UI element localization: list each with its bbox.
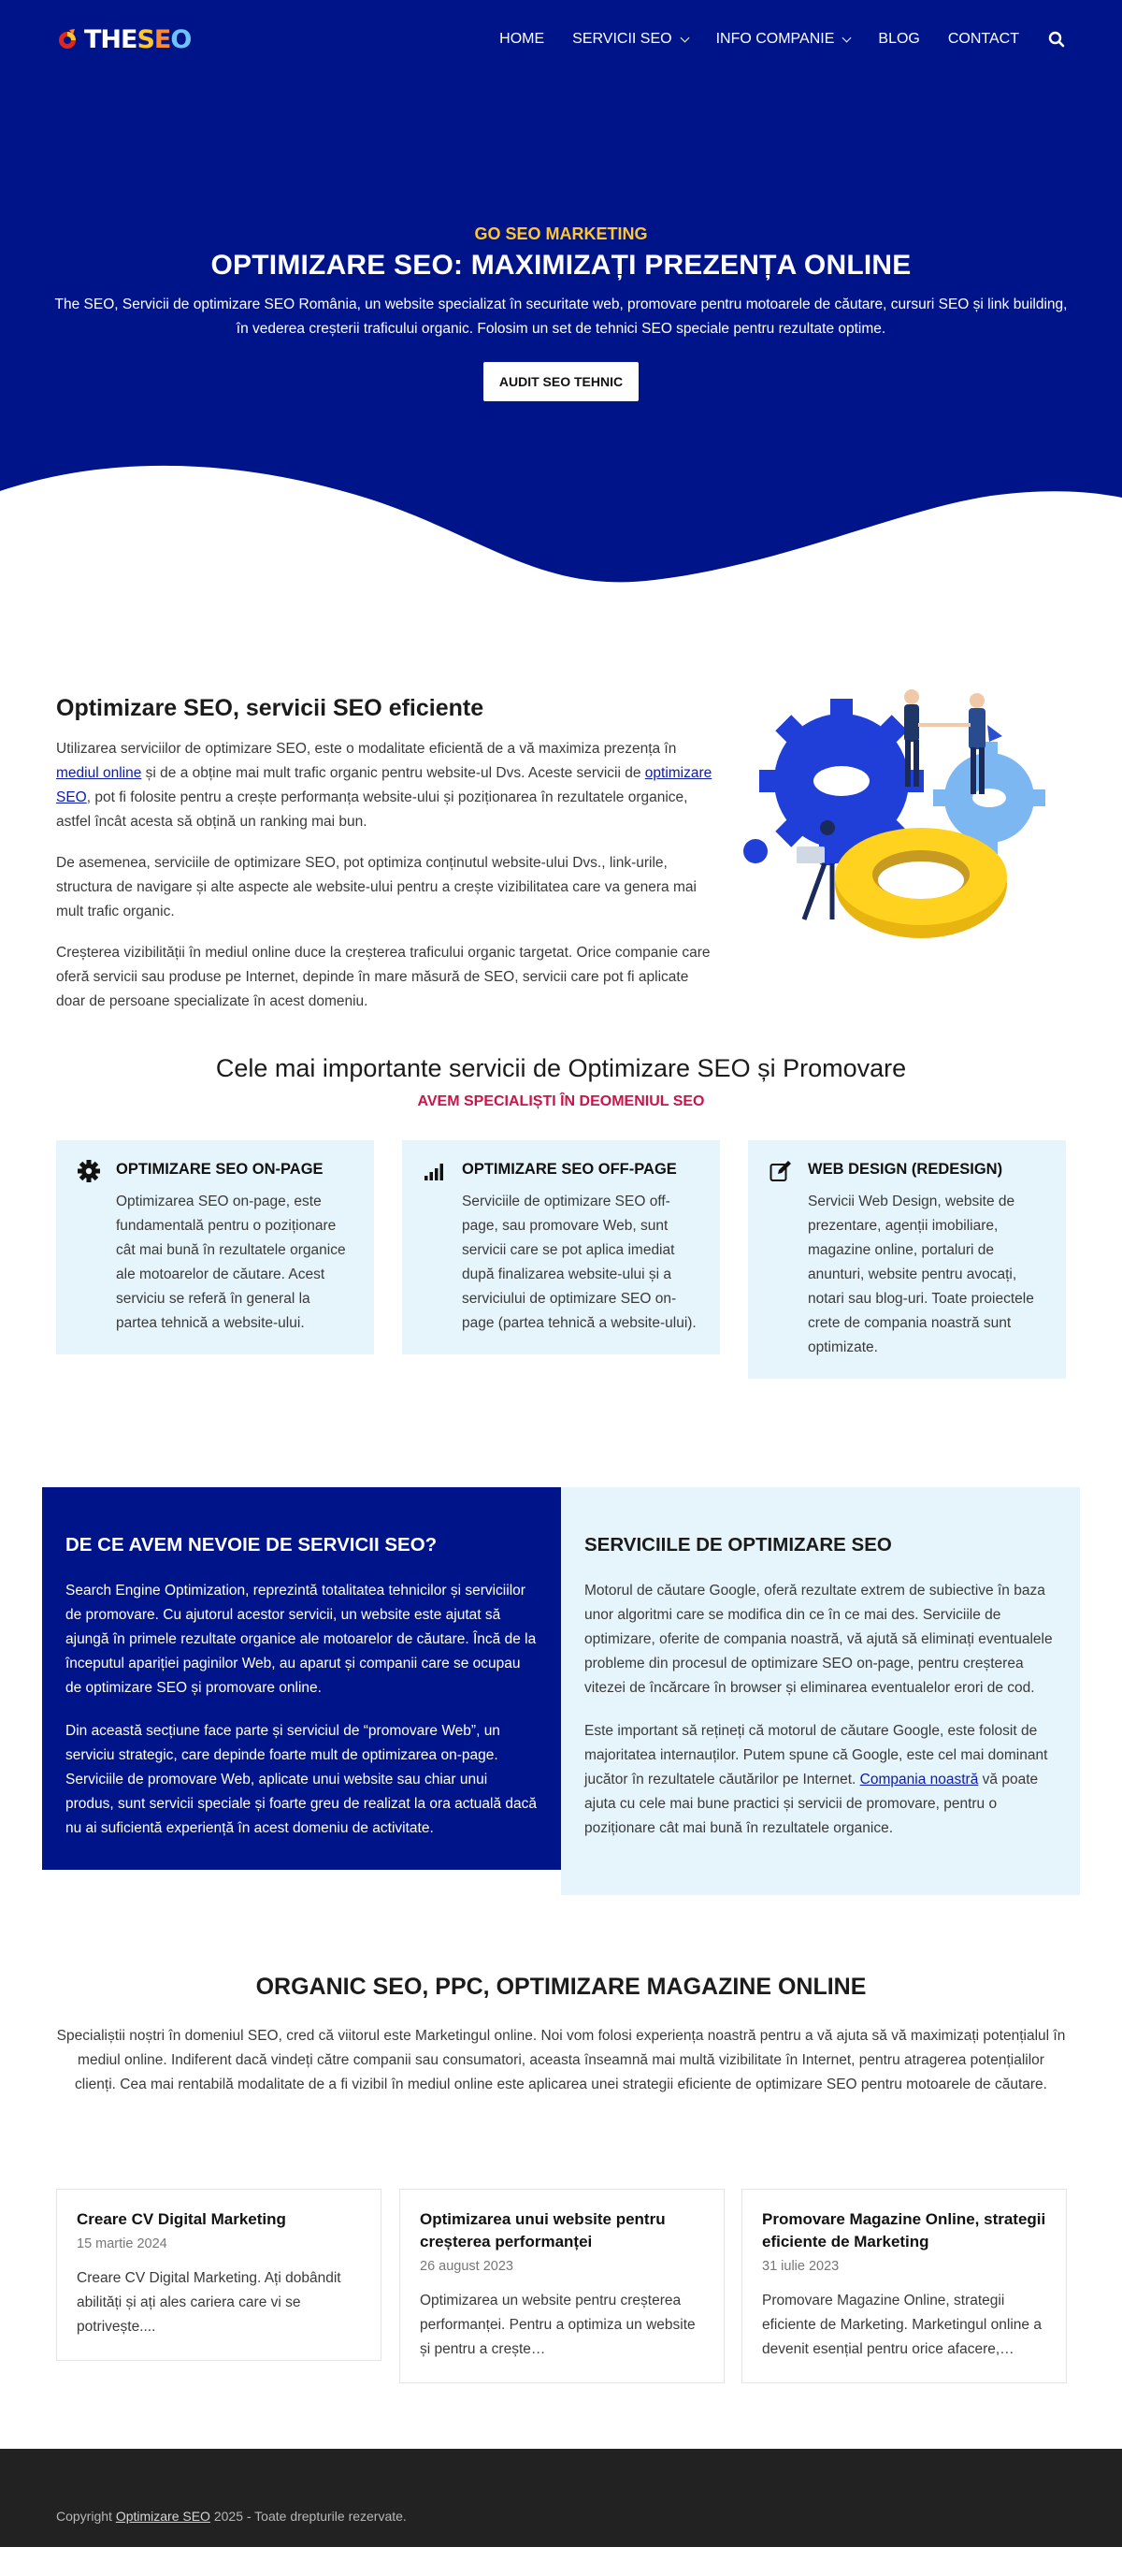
- signal-bars-icon: [423, 1159, 447, 1183]
- post-title[interactable]: Creare CV Digital Marketing: [77, 2210, 286, 2228]
- split-section: [0, 1487, 1122, 1927]
- intro-section: [0, 613, 1122, 1043]
- mediul-online-link[interactable]: mediul online: [56, 765, 142, 781]
- hero-section: [0, 0, 1122, 613]
- seo-services-panel: [561, 1487, 1080, 1895]
- intro-paragraph-2: De asemenea, serviciile de optimizare SEO, pot optimiza conținutul website-ului Dvs., link-urile, structura de navigare și alte aspecte ale website-ului pentru a crește vizibilitatea care va genera mai mult trafic organic.: [56, 855, 697, 919]
- hero-text: The SEO, Servicii de optimizare SEO România, un website specializat în securitate web, promovare pentru motoarele de căutare, cursuri SEO și link building, în vederea creșterii traficului organic. Folosim un set de tehnici SEO speciale pentru rezultate optime.: [54, 297, 1068, 337]
- service-card-text: Serviciile de optimizare SEO off-page, sau promovare Web, sunt servicii care se pot aplica imediat după finalizarea website-ului și a serviciului de optimizare SEO on-page (partea tehnică a website-ului).: [462, 1194, 697, 1331]
- post-excerpt: Optimizarea un website pentru creșterea performanței. Pentru a optimiza un website și pentru a crește…: [420, 2293, 696, 2357]
- post-title[interactable]: Promovare Magazine Online, strategii eficiente de Marketing: [762, 2210, 1046, 2250]
- site-footer: [0, 2449, 1122, 2547]
- service-card: [402, 1140, 720, 1354]
- copyright-text: Copyright Optimizare SEO 2025 - Toate drepturile rezervate.: [56, 2509, 407, 2524]
- site-header: [0, 0, 1122, 79]
- seo-services-paragraph-2: Este important să rețineți că motorul de căutare Google, este folosit de majoritatea internauților. Putem spune că Google, este cel mai dominant jucător în rezultatele căutărilor pe Internet. Compania noastră vă poate ajuta cu cele mai bune practici și servicii de promovare, pentru o poziționare cât mai bună în rezultatele organice.: [584, 1723, 1048, 1836]
- services-subtitle: AVEM SPECIALIȘTI ÎN DEOMENIUL SEO: [417, 1093, 705, 1109]
- footer-optimizare-seo-link[interactable]: Optimizare SEO: [115, 2509, 210, 2524]
- organic-text: Specialiștii noștri în domeniul SEO, cred că viitorul este Marketingul online. Noi vom folosi experiența noastră pentru a vă ajuta să vă maximizați potențialul în mediul online. Indiferent dacă vindeți către companii sau consumatori, aceasta înseamnă mai multă vizibilitate în Internet, pentru atragerea potențialilor clienți. Cea mai rentabilă modalitate de a fi vizibil în mediul online este aplicarea unei strategii eficiente de optimizare SEO pentru motoarele de căutare.: [56, 2028, 1066, 2092]
- seo-services-paragraph-1: Motorul de căutare Google, oferă rezultate extrem de subiective în baza unor algoritmi care se modifica din ce în ce mai des. Serviciile de optimizare, oferite de compania noastră, vă ajută să eliminați eventualele probleme din procesul de optimizare SEO on-page, pentru creșterea vitezei de încărcare în browser și eliminarea eventualelor erori de cod.: [584, 1583, 1053, 1696]
- hero-title: OPTIMIZARE SEO: MAXIMIZAȚI PREZENȚA ONLINE: [210, 250, 912, 281]
- why-seo-panel: [42, 1487, 561, 1870]
- main-menu: [499, 30, 1066, 49]
- intro-paragraph-1: Utilizarea serviciilor de optimizare SEO, este o modalitate eficientă de a vă maximiza prezența în mediul online și de a obține mai mult trafic organic pentru website-ul Dvs. Aceste servicii de optimizare SEO, pot fi folosite pentru a crește performanța website-ului și poziționarea în rezultatele organice, astfel încât acesta să obțină un ranking mai bun.: [56, 741, 712, 830]
- organic-title: ORGANIC SEO, PPC, OPTIMIZARE MAGAZINE ONLINE: [255, 1974, 867, 2000]
- edit-icon: [769, 1159, 793, 1183]
- hero-wave-divider: [0, 463, 1122, 613]
- search-icon[interactable]: [1047, 30, 1066, 49]
- seo-gears-illustration: [739, 687, 1066, 959]
- post-excerpt: Creare CV Digital Marketing. Ați dobândit abilități și ați ales cariera care vi se potrivește....: [77, 2270, 341, 2335]
- service-card-title: WEB DESIGN (REDESIGN): [808, 1161, 1003, 1178]
- menu-item-home[interactable]: HOME: [499, 31, 545, 47]
- hero-content: [0, 224, 1122, 401]
- service-card-title: OPTIMIZARE SEO OFF-PAGE: [462, 1161, 677, 1178]
- post-date: 15 martie 2024: [77, 2236, 167, 2251]
- service-card-text: Servicii Web Design, website de prezentare, agenții imobiliare, magazine online, portaluri de anunturi, website pentru avocați, notari sau blog-uri. Toate proiectele crete de compania noastră sunt optimizate.: [808, 1194, 1034, 1355]
- site-logo[interactable]: [56, 25, 191, 54]
- why-seo-title: DE CE AVEM NEVOIE DE SERVICII SEO?: [65, 1534, 438, 1556]
- post-date: 26 august 2023: [420, 2259, 513, 2274]
- intro-text: [56, 695, 716, 1031]
- service-card: [748, 1140, 1066, 1379]
- service-card-text: Optimizarea SEO on-page, este fundamentală pentru o poziționare cât mai bună în rezultatele organice ale motoarelor de căutare. Acest serviciu se referă în general la partea tehnică a website-ului.: [116, 1194, 346, 1331]
- service-card-title: OPTIMIZARE SEO ON-PAGE: [116, 1161, 324, 1178]
- intro-paragraph-3: Creșterea vizibilității în mediul online duce la creșterea traficului organic targetat. Orice companie care oferă servicii sau produse pe Internet, depinde în mare măsură de SEO, servicii care pot fi aplicate doar de persoane specializate în acest domeniu.: [56, 945, 711, 1009]
- menu-item-contact[interactable]: CONTACT: [947, 31, 1019, 47]
- hero-kicker: GO SEO MARKETING: [474, 224, 648, 243]
- service-card: [56, 1140, 374, 1354]
- compania-noastra-link[interactable]: Compania noastră: [859, 1772, 979, 1787]
- why-seo-paragraph-2: Din această secțiune face parte și serviciul de “promovare Web”, un serviciu strategic, care depinde foarte mult de optimizarea on-page. Serviciile de promovare Web, aplicate unui website sau chiar unui produs, sunt servicii speciale și foarte greu de realizat la ora actuală dacă nu ai suficientă experiență în acest domeniu de activitate.: [65, 1723, 538, 1836]
- audit-seo-button[interactable]: AUDIT SEO TEHNIC: [483, 362, 639, 401]
- gear-icon: [77, 1159, 101, 1183]
- blog-posts-section: [0, 2189, 1122, 2449]
- post-card: [399, 2189, 725, 2383]
- seo-services-title: SERVICIILE DE OPTIMIZARE SEO: [584, 1534, 892, 1556]
- post-excerpt: Promovare Magazine Online, strategii eficiente de Marketing. Marketingul online a devenit esențial pentru orice afacere,…: [762, 2293, 1042, 2357]
- intro-title: Optimizare SEO, servicii SEO eficiente: [56, 695, 484, 721]
- post-card: [56, 2189, 381, 2361]
- menu-item-servicii-seo[interactable]: SERVICII SEO: [572, 31, 687, 48]
- logo-icon: [56, 28, 79, 51]
- menu-item-blog[interactable]: BLOG: [878, 31, 920, 47]
- services-section: [0, 1043, 1122, 1487]
- organic-section: [0, 1927, 1122, 2189]
- chevron-down-icon: [842, 33, 852, 42]
- post-title[interactable]: Optimizarea unui website pentru creșterea performanței: [420, 2210, 666, 2250]
- post-date: 31 iulie 2023: [762, 2259, 840, 2274]
- chevron-down-icon: [680, 33, 689, 42]
- menu-item-info-companie[interactable]: INFO COMPANIE: [716, 31, 851, 48]
- services-title: Cele mai importante servicii de Optimizare SEO și Promovare: [215, 1054, 907, 1082]
- post-card: [741, 2189, 1067, 2383]
- why-seo-paragraph-1: Search Engine Optimization, reprezintă totalitatea tehnicilor și serviciilor de promovare. Cu ajutorul acestor servicii, un website este ajutat să ajungă în primele rezultate organice ale motoarelor de căutare. Încă de la începutul apariției paginilor Web, au aparut și companii care se ocupau de optimizare SEO și promovare online.: [65, 1583, 537, 1696]
- logo-text: THESEO: [84, 24, 192, 54]
- optimizare-seo-link[interactable]: optimizare SEO: [56, 765, 712, 805]
